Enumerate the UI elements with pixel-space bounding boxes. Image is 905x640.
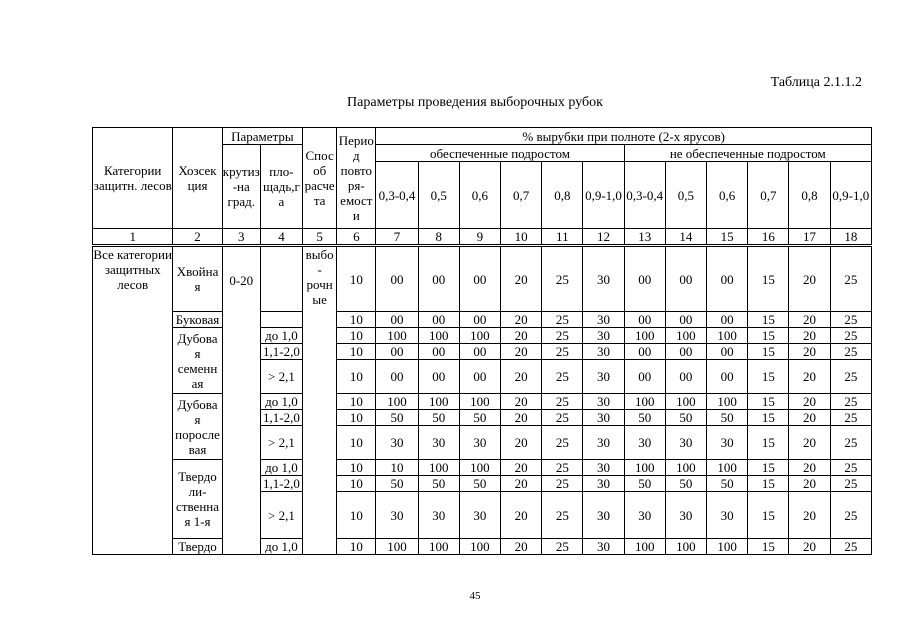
cut-percent-cell: 30 bbox=[624, 492, 665, 539]
cut-percent-cell: 30 bbox=[583, 426, 624, 460]
header-category: Категории защитн. лесов bbox=[93, 128, 173, 229]
cut-percent-cell: 25 bbox=[830, 410, 871, 426]
header-method: Спос об расче та bbox=[303, 128, 337, 229]
density-header: 0,3-0,4 bbox=[624, 162, 665, 229]
cut-percent-cell: 25 bbox=[830, 426, 871, 460]
cut-percent-cell: 25 bbox=[542, 394, 583, 410]
cut-percent-cell: 20 bbox=[501, 539, 542, 555]
area-cell: 1,1-2,0 bbox=[260, 344, 302, 360]
density-header: 0,5 bbox=[665, 162, 706, 229]
cut-percent-cell: 25 bbox=[830, 539, 871, 555]
cut-percent-cell: 20 bbox=[789, 426, 830, 460]
cut-percent-cell: 100 bbox=[707, 394, 748, 410]
cut-percent-cell: 15 bbox=[748, 394, 789, 410]
cut-percent-cell: 00 bbox=[459, 246, 500, 312]
area-cell bbox=[260, 312, 302, 328]
cut-percent-cell: 30 bbox=[418, 492, 459, 539]
cut-percent-cell: 25 bbox=[542, 426, 583, 460]
cut-percent-cell: 30 bbox=[665, 426, 706, 460]
period-cell: 10 bbox=[337, 492, 376, 539]
column-number: 3 bbox=[222, 229, 260, 246]
cut-percent-cell: 100 bbox=[376, 394, 418, 410]
cut-percent-cell: 25 bbox=[830, 344, 871, 360]
table-caption: Таблица 2.1.1.2 bbox=[770, 75, 862, 90]
cut-percent-cell: 00 bbox=[459, 360, 500, 394]
cut-percent-cell: 00 bbox=[665, 360, 706, 394]
cut-percent-cell: 100 bbox=[418, 394, 459, 410]
cut-percent-cell: 25 bbox=[542, 360, 583, 394]
cut-percent-cell: 30 bbox=[583, 344, 624, 360]
header-hozsek: Хозсек ция bbox=[173, 128, 222, 229]
cut-percent-cell: 20 bbox=[501, 492, 542, 539]
cut-percent-cell: 20 bbox=[789, 410, 830, 426]
density-header: 0,7 bbox=[748, 162, 789, 229]
table-row bbox=[93, 246, 872, 312]
cut-percent-cell: 20 bbox=[501, 394, 542, 410]
cut-percent-cell: 25 bbox=[830, 312, 871, 328]
cut-percent-cell: 00 bbox=[376, 360, 418, 394]
column-numbers-row bbox=[93, 229, 872, 246]
cut-percent-cell: 25 bbox=[830, 460, 871, 476]
column-number: 7 bbox=[376, 229, 418, 246]
cut-percent-cell: 25 bbox=[542, 344, 583, 360]
header-area: пло- щадь,г а bbox=[260, 145, 302, 229]
cut-percent-cell: 15 bbox=[748, 312, 789, 328]
header-not-provided-undergrowth: не обеспеченные подростом bbox=[624, 145, 871, 162]
column-number: 9 bbox=[459, 229, 500, 246]
cut-percent-cell: 00 bbox=[707, 344, 748, 360]
cut-percent-cell: 100 bbox=[624, 328, 665, 344]
cut-percent-cell: 30 bbox=[583, 539, 624, 555]
area-cell: > 2,1 bbox=[260, 360, 302, 394]
cut-percent-cell: 100 bbox=[665, 394, 706, 410]
cut-percent-cell: 20 bbox=[501, 328, 542, 344]
group-conifer: Хвойна я bbox=[173, 246, 222, 312]
cut-percent-cell: 30 bbox=[459, 492, 500, 539]
group-oak-seed: Дубова я семенн ая bbox=[173, 328, 222, 394]
cut-percent-cell: 15 bbox=[748, 539, 789, 555]
area-cell: 1,1-2,0 bbox=[260, 410, 302, 426]
cut-percent-cell: 25 bbox=[542, 246, 583, 312]
column-number: 17 bbox=[789, 229, 830, 246]
cut-percent-cell: 00 bbox=[707, 312, 748, 328]
cut-percent-cell: 15 bbox=[748, 328, 789, 344]
header-period: Перио д повто ря- емост и bbox=[337, 128, 376, 229]
column-number: 2 bbox=[173, 229, 222, 246]
area-cell: > 2,1 bbox=[260, 426, 302, 460]
column-number: 8 bbox=[418, 229, 459, 246]
cut-percent-cell: 100 bbox=[707, 328, 748, 344]
cut-percent-cell: 100 bbox=[665, 460, 706, 476]
cut-percent-cell: 00 bbox=[665, 344, 706, 360]
cut-percent-cell: 20 bbox=[789, 344, 830, 360]
header-parameters: Параметры bbox=[222, 128, 302, 145]
cut-percent-cell: 25 bbox=[542, 460, 583, 476]
cut-percent-cell: 100 bbox=[707, 539, 748, 555]
cut-percent-cell: 20 bbox=[501, 410, 542, 426]
cut-percent-cell: 50 bbox=[707, 410, 748, 426]
slope-range: 0-20 bbox=[222, 246, 260, 555]
column-number: 11 bbox=[542, 229, 583, 246]
table-row bbox=[93, 312, 872, 328]
density-header: 0,6 bbox=[459, 162, 500, 229]
cut-percent-cell: 00 bbox=[418, 246, 459, 312]
cut-percent-cell: 100 bbox=[459, 539, 500, 555]
cut-percent-cell: 20 bbox=[501, 476, 542, 492]
cut-percent-cell: 30 bbox=[707, 492, 748, 539]
method-selective: выбо - рочн ые bbox=[303, 246, 337, 555]
cut-percent-cell: 25 bbox=[542, 410, 583, 426]
cut-percent-cell: 30 bbox=[583, 410, 624, 426]
cut-percent-cell: 00 bbox=[376, 344, 418, 360]
cut-percent-cell: 00 bbox=[624, 246, 665, 312]
cut-percent-cell: 20 bbox=[501, 360, 542, 394]
cut-percent-cell: 25 bbox=[542, 492, 583, 539]
cut-percent-cell: 30 bbox=[418, 426, 459, 460]
cut-percent-cell: 30 bbox=[459, 426, 500, 460]
group-hardwood: Твердо ли- ственна я 1-я bbox=[173, 460, 222, 539]
column-number: 13 bbox=[624, 229, 665, 246]
cut-percent-cell: 100 bbox=[459, 394, 500, 410]
cut-percent-cell: 20 bbox=[501, 246, 542, 312]
cut-percent-cell: 25 bbox=[542, 476, 583, 492]
cut-percent-cell: 00 bbox=[376, 246, 418, 312]
cut-percent-cell: 15 bbox=[748, 360, 789, 394]
cut-percent-cell: 00 bbox=[418, 344, 459, 360]
cut-percent-cell: 100 bbox=[418, 328, 459, 344]
cut-percent-cell: 25 bbox=[830, 394, 871, 410]
cut-percent-cell: 20 bbox=[789, 492, 830, 539]
header-cut-percent: % вырубки при полноте (2-х ярусов) bbox=[376, 128, 872, 145]
cut-percent-cell: 00 bbox=[459, 344, 500, 360]
cut-percent-cell: 30 bbox=[583, 394, 624, 410]
header-provided-undergrowth: обеспеченные подростом bbox=[376, 145, 624, 162]
cut-percent-cell: 100 bbox=[418, 460, 459, 476]
cut-percent-cell: 30 bbox=[665, 492, 706, 539]
cut-percent-cell: 50 bbox=[624, 476, 665, 492]
cut-percent-cell: 50 bbox=[665, 410, 706, 426]
cut-percent-cell: 20 bbox=[789, 360, 830, 394]
cut-percent-cell: 50 bbox=[376, 476, 418, 492]
cut-percent-cell: 30 bbox=[376, 492, 418, 539]
cut-percent-cell: 30 bbox=[583, 328, 624, 344]
cut-percent-cell: 15 bbox=[748, 410, 789, 426]
density-header: 0,8 bbox=[789, 162, 830, 229]
group-hardwood-next: Твердо bbox=[173, 539, 222, 555]
cut-percent-cell: 30 bbox=[583, 476, 624, 492]
table-row bbox=[93, 328, 872, 344]
cut-percent-cell: 25 bbox=[830, 360, 871, 394]
cut-percent-cell: 20 bbox=[789, 476, 830, 492]
cut-percent-cell: 20 bbox=[789, 460, 830, 476]
period-cell: 10 bbox=[337, 539, 376, 555]
cut-percent-cell: 20 bbox=[789, 246, 830, 312]
cut-percent-cell: 15 bbox=[748, 426, 789, 460]
cut-percent-cell: 15 bbox=[748, 476, 789, 492]
column-number: 5 bbox=[303, 229, 337, 246]
table-title: Параметры проведения выборочных рубок bbox=[347, 95, 603, 110]
area-cell: > 2,1 bbox=[260, 492, 302, 539]
period-cell: 10 bbox=[337, 460, 376, 476]
cut-percent-cell: 25 bbox=[542, 328, 583, 344]
area-cell: до 1,0 bbox=[260, 394, 302, 410]
period-cell: 10 bbox=[337, 426, 376, 460]
period-cell: 10 bbox=[337, 360, 376, 394]
cut-percent-cell: 50 bbox=[376, 410, 418, 426]
cut-percent-cell: 30 bbox=[583, 312, 624, 328]
cut-percent-cell: 30 bbox=[376, 426, 418, 460]
column-number: 14 bbox=[665, 229, 706, 246]
density-header: 0,7 bbox=[501, 162, 542, 229]
area-cell: до 1,0 bbox=[260, 460, 302, 476]
cut-percent-cell: 100 bbox=[665, 328, 706, 344]
cut-percent-cell: 50 bbox=[665, 476, 706, 492]
cut-percent-cell: 00 bbox=[376, 312, 418, 328]
cut-percent-cell: 00 bbox=[624, 344, 665, 360]
cut-percent-cell: 50 bbox=[459, 410, 500, 426]
header-row-1 bbox=[93, 128, 872, 145]
period-cell: 10 bbox=[337, 328, 376, 344]
period-cell: 10 bbox=[337, 312, 376, 328]
cut-percent-cell: 100 bbox=[459, 460, 500, 476]
density-header: 0,9-1,0 bbox=[830, 162, 871, 229]
cut-percent-cell: 25 bbox=[830, 328, 871, 344]
cut-percent-cell: 30 bbox=[583, 460, 624, 476]
column-number: 12 bbox=[583, 229, 624, 246]
cut-percent-cell: 20 bbox=[789, 394, 830, 410]
cut-percent-cell: 00 bbox=[418, 312, 459, 328]
column-number: 18 bbox=[830, 229, 871, 246]
group-beech: Буковая bbox=[173, 312, 222, 328]
cut-percent-cell: 100 bbox=[376, 328, 418, 344]
cut-percent-cell: 00 bbox=[459, 312, 500, 328]
table-row bbox=[93, 394, 872, 410]
table-row bbox=[93, 539, 872, 555]
cut-percent-cell: 30 bbox=[583, 492, 624, 539]
cut-percent-cell: 30 bbox=[707, 426, 748, 460]
area-cell: до 1,0 bbox=[260, 539, 302, 555]
column-number: 15 bbox=[707, 229, 748, 246]
area-cell bbox=[260, 246, 302, 312]
cut-percent-cell: 25 bbox=[830, 476, 871, 492]
cut-percent-cell: 10 bbox=[376, 460, 418, 476]
cut-percent-cell: 15 bbox=[748, 246, 789, 312]
area-cell: до 1,0 bbox=[260, 328, 302, 344]
cut-percent-cell: 20 bbox=[501, 312, 542, 328]
cut-percent-cell: 100 bbox=[376, 539, 418, 555]
cut-percent-cell: 30 bbox=[583, 246, 624, 312]
table-row bbox=[93, 460, 872, 476]
column-number: 6 bbox=[337, 229, 376, 246]
period-cell: 10 bbox=[337, 246, 376, 312]
cut-percent-cell: 100 bbox=[624, 394, 665, 410]
cut-percent-cell: 20 bbox=[501, 344, 542, 360]
cut-percent-cell: 100 bbox=[665, 539, 706, 555]
cut-percent-cell: 50 bbox=[418, 476, 459, 492]
header-slope: крутиз -на град. bbox=[222, 145, 260, 229]
cut-percent-cell: 00 bbox=[707, 246, 748, 312]
cut-percent-cell: 50 bbox=[459, 476, 500, 492]
page-number: 45 bbox=[469, 590, 481, 602]
cut-percent-cell: 00 bbox=[624, 312, 665, 328]
period-cell: 10 bbox=[337, 476, 376, 492]
density-header: 0,9-1,0 bbox=[583, 162, 624, 229]
cut-percent-cell: 100 bbox=[707, 460, 748, 476]
period-cell: 10 bbox=[337, 344, 376, 360]
density-header: 0,5 bbox=[418, 162, 459, 229]
cut-percent-cell: 100 bbox=[418, 539, 459, 555]
area-cell: 1,1-2,0 bbox=[260, 476, 302, 492]
cut-percent-cell: 00 bbox=[707, 360, 748, 394]
cut-percent-cell: 00 bbox=[665, 312, 706, 328]
column-number: 4 bbox=[260, 229, 302, 246]
cut-percent-cell: 15 bbox=[748, 460, 789, 476]
cut-percent-cell: 00 bbox=[624, 360, 665, 394]
cut-percent-cell: 25 bbox=[830, 246, 871, 312]
cut-percent-cell: 15 bbox=[748, 344, 789, 360]
cut-percent-cell: 100 bbox=[624, 539, 665, 555]
cutting-parameters-table bbox=[92, 127, 872, 555]
cut-percent-cell: 50 bbox=[624, 410, 665, 426]
period-cell: 10 bbox=[337, 410, 376, 426]
cut-percent-cell: 20 bbox=[789, 328, 830, 344]
column-number: 10 bbox=[501, 229, 542, 246]
period-cell: 10 bbox=[337, 394, 376, 410]
cut-percent-cell: 20 bbox=[501, 426, 542, 460]
cut-percent-cell: 20 bbox=[789, 312, 830, 328]
cut-percent-cell: 30 bbox=[583, 360, 624, 394]
column-number: 16 bbox=[748, 229, 789, 246]
cut-percent-cell: 50 bbox=[707, 476, 748, 492]
cut-percent-cell: 30 bbox=[624, 426, 665, 460]
group-oak-coppice: Дубова я поросле вая bbox=[173, 394, 222, 460]
cut-percent-cell: 25 bbox=[542, 539, 583, 555]
density-header: 0,6 bbox=[707, 162, 748, 229]
density-header: 0,3-0,4 bbox=[376, 162, 418, 229]
column-number: 1 bbox=[93, 229, 173, 246]
cut-percent-cell: 100 bbox=[459, 328, 500, 344]
density-header: 0,8 bbox=[542, 162, 583, 229]
category-all-forests: Все категории защитных лесов bbox=[93, 246, 173, 555]
cut-percent-cell: 100 bbox=[624, 460, 665, 476]
cut-percent-cell: 20 bbox=[789, 539, 830, 555]
cut-percent-cell: 50 bbox=[418, 410, 459, 426]
cut-percent-cell: 25 bbox=[830, 492, 871, 539]
cut-percent-cell: 20 bbox=[501, 460, 542, 476]
cut-percent-cell: 25 bbox=[542, 312, 583, 328]
cut-percent-cell: 00 bbox=[418, 360, 459, 394]
cut-percent-cell: 00 bbox=[665, 246, 706, 312]
cut-percent-cell: 15 bbox=[748, 492, 789, 539]
